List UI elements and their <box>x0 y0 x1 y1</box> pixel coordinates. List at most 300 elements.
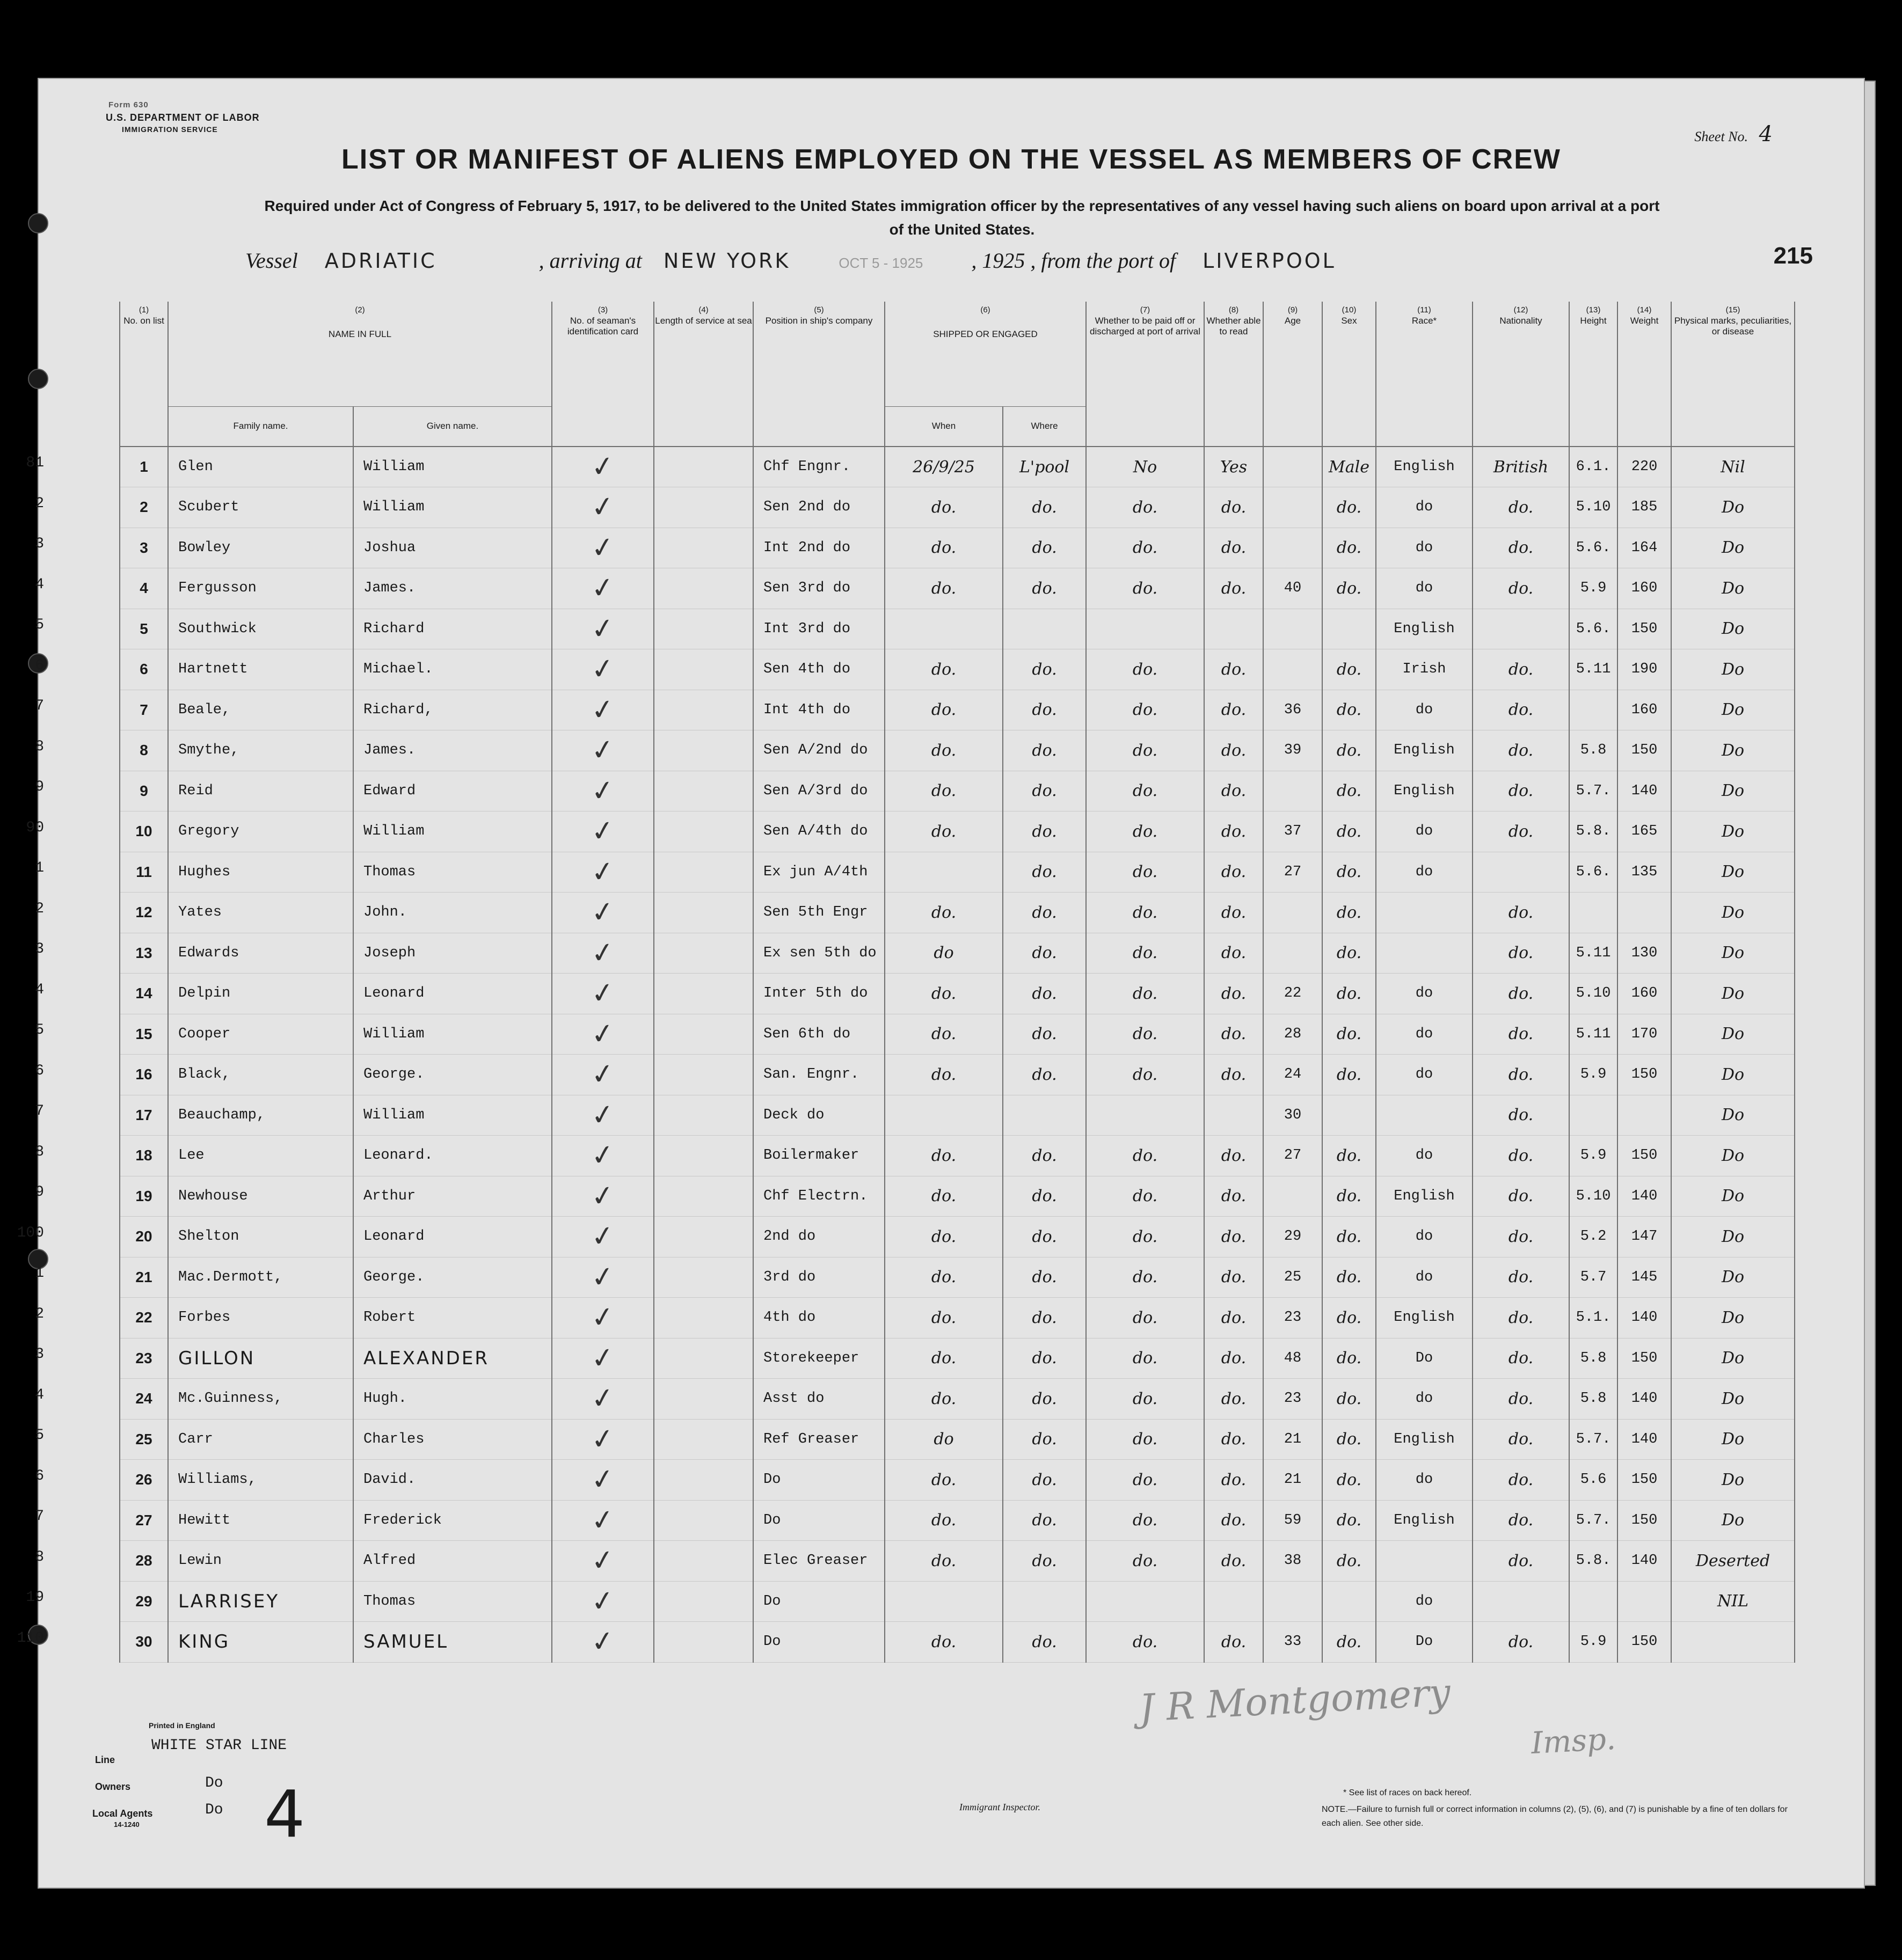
paid-off-cell: do. <box>1086 1176 1204 1217</box>
col-no-header: (1) No. on list <box>120 302 168 447</box>
service-length-cell <box>654 933 753 974</box>
row-number-cell: 2 <box>120 487 168 528</box>
height-cell: 5.11 <box>1569 1014 1617 1055</box>
able-to-read-cell: do. <box>1204 528 1263 568</box>
able-to-read-cell: do. <box>1204 1541 1263 1582</box>
height-cell: 5.9 <box>1569 1136 1617 1176</box>
shipped-where-cell: do. <box>1003 933 1086 974</box>
margin-number: 19 <box>26 1589 44 1606</box>
table-row <box>120 1136 1795 1176</box>
paid-off-cell: do. <box>1086 730 1204 771</box>
weight-cell: 160 <box>1617 974 1671 1014</box>
table-row <box>120 487 1795 528</box>
id-card-check-cell <box>552 528 654 568</box>
age-cell: 28 <box>1263 1014 1322 1055</box>
checkmark-icon: ✓ <box>589 1219 617 1254</box>
col-read-header: (8) Whether able to read <box>1204 302 1263 447</box>
physical-marks-cell: Do <box>1671 1176 1795 1217</box>
nationality-cell: do. <box>1473 1055 1569 1095</box>
table-row <box>120 1095 1795 1136</box>
sex-cell: do. <box>1322 487 1376 528</box>
physical-marks-cell: Do <box>1671 487 1795 528</box>
shipped-when-cell: do. <box>885 1622 1003 1663</box>
row-number-cell: 25 <box>120 1419 168 1460</box>
height-cell: 5.2 <box>1569 1217 1617 1257</box>
table-row <box>120 690 1795 730</box>
paid-off-cell: do. <box>1086 852 1204 893</box>
paid-off-cell: do. <box>1086 1622 1204 1663</box>
age-cell: 22 <box>1263 974 1322 1014</box>
paid-off-cell: do. <box>1086 1541 1204 1582</box>
penalty-note: NOTE.—Failure to furnish full or correct information in columns (2), (5), (6), and (7) is punishable by a fine of ten dollars for each alien. See other side. <box>1322 1805 1788 1828</box>
given-name-cell: William <box>353 487 552 528</box>
shipped-when-cell: do. <box>885 771 1003 811</box>
shipped-where-cell: do. <box>1003 1338 1086 1379</box>
weight-cell <box>1617 893 1671 933</box>
race-cell: do <box>1376 1379 1473 1420</box>
shipped-where-cell: L'pool <box>1003 447 1086 487</box>
checkmark-icon: ✓ <box>589 571 617 606</box>
shipped-when-cell: do. <box>885 690 1003 730</box>
age-cell: 21 <box>1263 1419 1322 1460</box>
shipped-when-cell: do <box>885 1419 1003 1460</box>
weight-cell: 147 <box>1617 1217 1671 1257</box>
height-cell <box>1569 893 1617 933</box>
sex-cell: do. <box>1322 1217 1376 1257</box>
line-label: Line <box>95 1754 115 1765</box>
inspector-label: Immigrant Inspector. <box>959 1802 1040 1812</box>
height-cell: 5.6. <box>1569 609 1617 649</box>
paid-off-cell: do. <box>1086 528 1204 568</box>
service-length-cell <box>654 690 753 730</box>
nationality-cell: do. <box>1473 1257 1569 1298</box>
given-name-cell: SAMUEL <box>353 1622 552 1663</box>
inspector-signature: J R Montgomery <box>1138 1670 1452 1731</box>
service-length-cell <box>654 528 753 568</box>
checkmark-icon: ✓ <box>589 611 617 647</box>
position-cell: San. Engnr. <box>753 1055 885 1095</box>
shipped-where-cell: do. <box>1003 1460 1086 1501</box>
age-cell: 27 <box>1263 1136 1322 1176</box>
height-cell: 5.8. <box>1569 811 1617 852</box>
shipped-where-cell: do. <box>1003 1500 1086 1541</box>
age-cell <box>1263 447 1322 487</box>
service-length-cell <box>654 1622 753 1663</box>
row-number-cell: 4 <box>120 568 168 609</box>
physical-marks-cell: Do <box>1671 1460 1795 1501</box>
shipped-where-cell: do. <box>1003 1176 1086 1217</box>
shipped-where-cell <box>1003 1095 1086 1136</box>
when-subheader: When <box>885 406 1003 447</box>
nationality-cell: do. <box>1473 1176 1569 1217</box>
id-card-check-cell <box>552 1500 654 1541</box>
vessel-name: ADRIATIC <box>324 249 437 273</box>
nationality-cell <box>1473 609 1569 649</box>
race-cell: do <box>1376 1581 1473 1622</box>
shipped-where-cell: do. <box>1003 1136 1086 1176</box>
given-name-cell: Arthur <box>353 1176 552 1217</box>
able-to-read-cell <box>1204 1581 1263 1622</box>
row-number-cell: 30 <box>120 1622 168 1663</box>
table-row <box>120 771 1795 811</box>
table-row <box>120 933 1795 974</box>
checkmark-icon: ✓ <box>589 1543 617 1578</box>
shipped-when-cell: do. <box>885 1136 1003 1176</box>
local-agents-value: Do <box>205 1802 223 1818</box>
position-cell: 2nd do <box>753 1217 885 1257</box>
able-to-read-cell: do. <box>1204 811 1263 852</box>
id-card-check-cell <box>552 1176 654 1217</box>
able-to-read-cell: do. <box>1204 1338 1263 1379</box>
age-cell: 59 <box>1263 1500 1322 1541</box>
shipped-where-cell <box>1003 1581 1086 1622</box>
physical-marks-cell: Nil <box>1671 447 1795 487</box>
owners-value: Do <box>205 1775 223 1791</box>
paid-off-cell: do. <box>1086 933 1204 974</box>
physical-marks-cell: Do <box>1671 974 1795 1014</box>
age-cell <box>1263 487 1322 528</box>
table-row <box>120 974 1795 1014</box>
sex-cell: do. <box>1322 1338 1376 1379</box>
shipped-where-cell: do. <box>1003 730 1086 771</box>
id-card-check-cell <box>552 1136 654 1176</box>
position-cell: 3rd do <box>753 1257 885 1298</box>
family-name-cell: Southwick <box>168 609 353 649</box>
given-name-cell: Charles <box>353 1419 552 1460</box>
nationality-cell: do. <box>1473 487 1569 528</box>
service-label: IMMIGRATION SERVICE <box>122 125 218 134</box>
given-name-subheader: Given name. <box>353 406 552 447</box>
service-length-cell <box>654 1136 753 1176</box>
position-cell: Chf Engnr. <box>753 447 885 487</box>
shipped-where-cell: do. <box>1003 852 1086 893</box>
weight-cell: 150 <box>1617 609 1671 649</box>
paid-off-cell: do. <box>1086 974 1204 1014</box>
checkmark-icon: ✓ <box>589 449 617 485</box>
sex-cell: do. <box>1322 1622 1376 1663</box>
inspector-signature-title: Imsp. <box>1530 1721 1617 1761</box>
margin-number: 90 <box>26 819 44 836</box>
shipped-where-cell: do. <box>1003 893 1086 933</box>
physical-marks-cell: Do <box>1671 1014 1795 1055</box>
physical-marks-cell: Do <box>1671 771 1795 811</box>
sex-cell <box>1322 609 1376 649</box>
weight-cell: 150 <box>1617 1055 1671 1095</box>
sex-cell: do. <box>1322 1379 1376 1420</box>
race-cell: Do <box>1376 1338 1473 1379</box>
row-number-cell: 24 <box>120 1379 168 1420</box>
position-cell: Sen A/4th do <box>753 811 885 852</box>
table-row <box>120 1217 1795 1257</box>
row-number-cell: 12 <box>120 893 168 933</box>
paid-off-cell <box>1086 1581 1204 1622</box>
margin-number: 3 <box>35 941 44 957</box>
given-name-cell: Joseph <box>353 933 552 974</box>
family-name-cell: Cooper <box>168 1014 353 1055</box>
table-row <box>120 1622 1795 1663</box>
family-name-cell: Delpin <box>168 974 353 1014</box>
physical-marks-cell: Do <box>1671 690 1795 730</box>
table-row <box>120 528 1795 568</box>
checkmark-icon: ✓ <box>589 1422 617 1457</box>
paid-off-cell: do. <box>1086 1257 1204 1298</box>
margin-number: 8 <box>35 738 44 755</box>
position-cell: Sen 5th Engr <box>753 893 885 933</box>
id-card-check-cell <box>552 447 654 487</box>
race-cell: English <box>1376 771 1473 811</box>
height-cell: 5.11 <box>1569 933 1617 974</box>
shipped-when-cell: do. <box>885 1055 1003 1095</box>
shipped-where-cell: do. <box>1003 1257 1086 1298</box>
table-row <box>120 1581 1795 1622</box>
row-number-cell: 10 <box>120 811 168 852</box>
race-cell: do <box>1376 974 1473 1014</box>
nationality-cell: do. <box>1473 1379 1569 1420</box>
row-number-cell: 27 <box>120 1500 168 1541</box>
able-to-read-cell: do. <box>1204 649 1263 690</box>
weight-cell: 140 <box>1617 1176 1671 1217</box>
checkmark-icon: ✓ <box>589 1098 617 1133</box>
race-cell: Do <box>1376 1622 1473 1663</box>
sex-cell: do. <box>1322 690 1376 730</box>
table-row <box>120 1338 1795 1379</box>
physical-marks-cell: Do <box>1671 528 1795 568</box>
able-to-read-cell: do. <box>1204 1014 1263 1055</box>
physical-marks-cell: Do <box>1671 893 1795 933</box>
physical-marks-cell: Do <box>1671 730 1795 771</box>
age-cell: 38 <box>1263 1541 1322 1582</box>
shipped-when-cell <box>885 1581 1003 1622</box>
family-name-cell: Edwards <box>168 933 353 974</box>
col-weight-header: (14) Weight <box>1617 302 1671 447</box>
race-cell <box>1376 1095 1473 1136</box>
given-name-cell: ALEXANDER <box>353 1338 552 1379</box>
weight-cell: 220 <box>1617 447 1671 487</box>
given-name-cell: James. <box>353 568 552 609</box>
physical-marks-cell: Do <box>1671 1055 1795 1095</box>
nationality-cell: do. <box>1473 649 1569 690</box>
id-card-check-cell <box>552 974 654 1014</box>
able-to-read-cell: do. <box>1204 1419 1263 1460</box>
paid-off-cell: do. <box>1086 1419 1204 1460</box>
family-name-cell: Lee <box>168 1136 353 1176</box>
checkmark-icon: ✓ <box>589 1179 617 1214</box>
margin-number: 4 <box>35 981 44 998</box>
age-cell: 29 <box>1263 1217 1322 1257</box>
margin-number: 1 <box>35 860 44 876</box>
able-to-read-cell: do. <box>1204 1217 1263 1257</box>
position-cell: Sen 4th do <box>753 649 885 690</box>
row-number-cell: 13 <box>120 933 168 974</box>
weight-cell: 160 <box>1617 568 1671 609</box>
able-to-read-cell: do. <box>1204 1257 1263 1298</box>
height-cell: 5.6. <box>1569 528 1617 568</box>
paid-off-cell: do. <box>1086 1014 1204 1055</box>
nationality-cell: British <box>1473 447 1569 487</box>
shipped-when-cell: do. <box>885 1176 1003 1217</box>
checkmark-icon: ✓ <box>589 814 617 849</box>
height-cell <box>1569 1581 1617 1622</box>
page-title: LIST OR MANIFEST OF ALIENS EMPLOYED ON THE VESSEL AS MEMBERS OF CREW <box>341 144 1561 175</box>
service-length-cell <box>654 1338 753 1379</box>
age-cell: 25 <box>1263 1257 1322 1298</box>
sheet-number-label: Sheet No. <box>1694 129 1748 144</box>
id-card-check-cell <box>552 852 654 893</box>
sex-cell: do. <box>1322 811 1376 852</box>
sex-cell: do. <box>1322 1257 1376 1298</box>
height-cell: 5.10 <box>1569 974 1617 1014</box>
family-name-cell: Lewin <box>168 1541 353 1582</box>
row-number-cell: 11 <box>120 852 168 893</box>
table-row <box>120 1419 1795 1460</box>
manifest-sheet <box>17 78 1865 1889</box>
table-row <box>120 1176 1795 1217</box>
checkmark-icon: ✓ <box>589 1381 617 1416</box>
service-length-cell <box>654 609 753 649</box>
height-cell: 5.8 <box>1569 1379 1617 1420</box>
row-number-cell: 8 <box>120 730 168 771</box>
physical-marks-cell: Do <box>1671 1379 1795 1420</box>
shipped-where-cell: do. <box>1003 568 1086 609</box>
year-label: , 1925 , from the port of <box>971 248 1176 273</box>
shipped-when-cell: do. <box>885 528 1003 568</box>
able-to-read-cell: do. <box>1204 933 1263 974</box>
id-card-check-cell <box>552 1257 654 1298</box>
height-cell: 5.6. <box>1569 852 1617 893</box>
shipped-when-cell: do. <box>885 649 1003 690</box>
handwritten-number: 4 <box>264 1778 305 1852</box>
margin-number: 3 <box>35 1346 44 1363</box>
punch-hole <box>28 369 48 389</box>
row-number-cell: 20 <box>120 1217 168 1257</box>
race-cell: do <box>1376 528 1473 568</box>
margin-number: 7 <box>35 1508 44 1525</box>
shipped-when-cell: do. <box>885 1217 1003 1257</box>
id-card-check-cell <box>552 1217 654 1257</box>
race-cell: do <box>1376 1014 1473 1055</box>
height-cell <box>1569 690 1617 730</box>
table-row <box>120 893 1795 933</box>
nationality-cell: do. <box>1473 771 1569 811</box>
row-number-cell: 29 <box>120 1581 168 1622</box>
sex-cell: do. <box>1322 893 1376 933</box>
id-card-check-cell <box>552 1622 654 1663</box>
service-length-cell <box>654 568 753 609</box>
sex-cell: do. <box>1322 528 1376 568</box>
shipped-where-cell: do. <box>1003 974 1086 1014</box>
height-cell: 5.8 <box>1569 1338 1617 1379</box>
service-length-cell <box>654 974 753 1014</box>
id-card-check-cell <box>552 1419 654 1460</box>
shipped-where-cell: do. <box>1003 1055 1086 1095</box>
shipped-where-cell: do. <box>1003 528 1086 568</box>
service-length-cell <box>654 1500 753 1541</box>
shipped-when-cell <box>885 1095 1003 1136</box>
sex-cell: do. <box>1322 1460 1376 1501</box>
able-to-read-cell: do. <box>1204 771 1263 811</box>
col-name-header: (2) NAME IN FULL <box>168 302 552 406</box>
given-name-cell: Leonard <box>353 974 552 1014</box>
table-row <box>120 1460 1795 1501</box>
position-cell: Do <box>753 1622 885 1663</box>
able-to-read-cell <box>1204 1095 1263 1136</box>
sex-cell: do. <box>1322 1136 1376 1176</box>
able-to-read-cell: do. <box>1204 730 1263 771</box>
family-name-cell: Mc.Guinness, <box>168 1379 353 1420</box>
family-name-subheader: Family name. <box>168 406 353 447</box>
checkmark-icon: ✓ <box>589 773 617 809</box>
race-cell: English <box>1376 1419 1473 1460</box>
service-length-cell <box>654 1460 753 1501</box>
nationality-cell: do. <box>1473 1338 1569 1379</box>
paid-off-cell: do. <box>1086 1500 1204 1541</box>
checkmark-icon: ✓ <box>589 1138 617 1173</box>
nationality-cell: do. <box>1473 1014 1569 1055</box>
weight-cell: 160 <box>1617 690 1671 730</box>
height-cell: 5.8. <box>1569 1541 1617 1582</box>
weight-cell: 130 <box>1617 933 1671 974</box>
row-number-cell: 9 <box>120 771 168 811</box>
physical-marks-cell: Do <box>1671 1136 1795 1176</box>
able-to-read-cell: do. <box>1204 690 1263 730</box>
race-cell: do <box>1376 1136 1473 1176</box>
age-cell <box>1263 649 1322 690</box>
service-length-cell <box>654 447 753 487</box>
sex-cell: do. <box>1322 1541 1376 1582</box>
race-cell: English <box>1376 1176 1473 1217</box>
department-label: U.S. DEPARTMENT OF LABOR <box>106 112 260 123</box>
age-cell <box>1263 1176 1322 1217</box>
given-name-cell: Frederick <box>353 1500 552 1541</box>
sheet-number-value: 4 <box>1759 122 1773 147</box>
shipped-when-cell <box>885 852 1003 893</box>
service-length-cell <box>654 1298 753 1339</box>
given-name-cell: Richard, <box>353 690 552 730</box>
nationality-cell: do. <box>1473 974 1569 1014</box>
able-to-read-cell: do. <box>1204 893 1263 933</box>
given-name-cell: Joshua <box>353 528 552 568</box>
margin-number: 3 <box>35 536 44 552</box>
able-to-read-cell: do. <box>1204 974 1263 1014</box>
weight-cell: 150 <box>1617 1136 1671 1176</box>
margin-number: 110 <box>17 1629 44 1647</box>
race-cell: do <box>1376 690 1473 730</box>
row-number-cell: 1 <box>120 447 168 487</box>
height-cell: 5.9 <box>1569 1055 1617 1095</box>
shipped-when-cell: do. <box>885 1014 1003 1055</box>
col-nationality-header: (12) Nationality <box>1473 302 1569 447</box>
shipped-when-cell <box>885 609 1003 649</box>
col-paid-off-header: (7) Whether to be paid off or discharged at port of arrival <box>1086 302 1204 447</box>
weight-cell: 140 <box>1617 1419 1671 1460</box>
age-cell: 39 <box>1263 730 1322 771</box>
shipped-where-cell: do. <box>1003 1298 1086 1339</box>
family-name-cell: Hughes <box>168 852 353 893</box>
race-cell: do <box>1376 1055 1473 1095</box>
owners-label: Owners <box>95 1781 131 1792</box>
paid-off-cell: do. <box>1086 1136 1204 1176</box>
height-cell: 5.7. <box>1569 1419 1617 1460</box>
family-name-cell: Williams, <box>168 1460 353 1501</box>
id-card-check-cell <box>552 1055 654 1095</box>
weight-cell: 164 <box>1617 528 1671 568</box>
given-name-cell: Thomas <box>353 852 552 893</box>
paid-off-cell: do. <box>1086 568 1204 609</box>
age-cell: 37 <box>1263 811 1322 852</box>
col-shipped-header: (6) SHIPPED OR ENGAGED <box>885 302 1086 406</box>
form-number: Form 630 <box>108 100 149 109</box>
sex-cell: Male <box>1322 447 1376 487</box>
